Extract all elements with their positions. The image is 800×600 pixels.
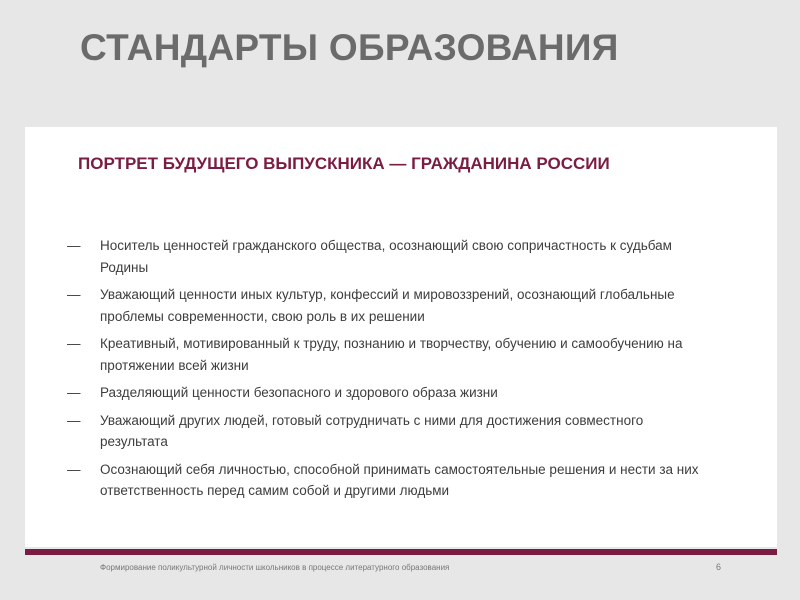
dash-bullet-icon: — (67, 461, 81, 477)
dash-bullet-icon: — (67, 385, 81, 400)
list-item (67, 235, 707, 278)
page-number: 6 (716, 562, 722, 572)
dash-bullet-icon: — (67, 336, 81, 351)
dash-bullet-icon: — (67, 412, 81, 428)
list-item-text: Уважающий других людей, готовый сотрудничать с ними для достижения совместного результата (100, 412, 644, 449)
list-item-text: Уважающий ценности иных культур, конфессий и мировоззрений, осознающий глобальные проблемы современности, свою роль в их решении (100, 287, 675, 324)
dash-bullet-icon: — (67, 287, 81, 302)
content-card (25, 127, 777, 547)
list-item-text: Разделяющий ценности безопасного и здорового образа жизни (100, 385, 498, 400)
footer-divider (25, 549, 777, 555)
footer-caption: Формирование поликультурной личности школьников в процессе литературного образования (100, 563, 450, 572)
dash-bullet-icon: — (67, 238, 81, 253)
section-heading: ПОРТРЕТ БУДУЩЕГО ВЫПУСКНИКА — ГРАЖДАНИНА РОССИИ (78, 154, 610, 173)
list-item (67, 333, 707, 376)
list-item-text: Носитель ценностей гражданского общества, осознающий свою сопричастность к судьбам Родины (100, 238, 672, 275)
list-item (67, 459, 707, 502)
list-item-text: Креативный, мотивированный к труду, познанию и творчеству, обучению и самообучению на протяжении всей жизни (100, 336, 683, 373)
list-item (67, 382, 707, 404)
list-item-text: Осознающий себя личностью, способной принимать самостоятельные решения и нести за них ответственность перед самим собой и другими людьми (100, 461, 699, 498)
list-item (67, 284, 707, 327)
list-item (67, 410, 707, 453)
slide-title: СТАНДАРТЫ ОБРАЗОВАНИЯ (80, 27, 619, 68)
bullet-list (67, 235, 707, 508)
